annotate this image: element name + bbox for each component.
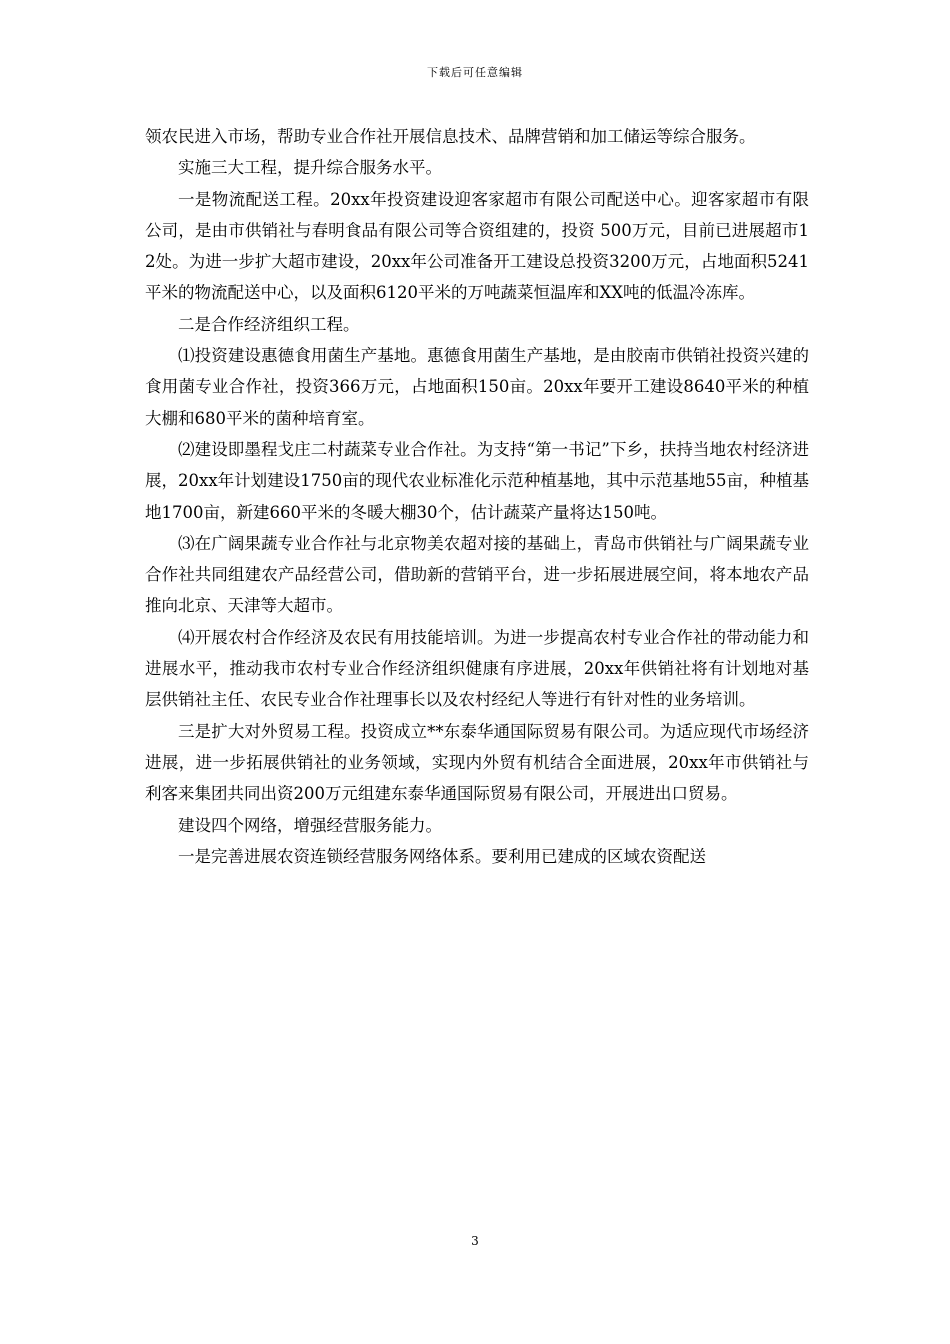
paragraph-4: 二是合作经济组织工程。 <box>178 314 360 334</box>
paragraph-10: 建设四个网络，增强经营服务能力。 <box>178 815 442 835</box>
paragraph-6: ⑵建设即墨程戈庄二村蔬菜专业合作社。为支持“第一书记”下乡，扶持当地农村经济进展，20xx年计划建设1750亩的现代农业标准化示范种植基地，其中示范基地55亩，种植基地1700亩，新建660平米的冬暖大棚30个，估计蔬菜产量将达150吨。 <box>145 439 809 522</box>
paragraph-7: ⑶在广阔果蔬专业合作社与北京物美农超对接的基础上，青岛市供销社与广阔果蔬专业合作社共同组建农产品经营公司，借助新的营销平台，进一步拓展进展空间，将本地农产品推向北京、天津等大超市。 <box>145 533 809 616</box>
paragraph-9: 三是扩大对外贸易工程。投资成立**东泰华通国际贸易有限公司。为适应现代市场经济进展，进一步拓展供销社的业务领域，实现内外贸有机结合全面进展，20xx年市供销社与利客来集团共同出资200万元组建东泰华通国际贸易有限公司，开展进出口贸易。 <box>145 721 809 804</box>
paragraph-3: 一是物流配送工程。20xx年投资建设迎客家超市有限公司配送中心。迎客家超市有限公司，是由市供销社与春明食品有限公司等合资组建的，投资 500万元，目前已进展超市12处。为进一步扩大超市建设，20xx年公司准备开工建设总投资3200万元，占地面积5241平米的物流配送中心，以及面积6120平米的万吨蔬菜恒温库和XX吨的低温冷冻库。 <box>145 189 809 303</box>
page-header: 下载后可任意编辑 <box>427 66 523 79</box>
paragraph-8: ⑷开展农村合作经济及农民有用技能培训。为进一步提高农村专业合作社的带动能力和进展水平，推动我市农村专业合作经济组织健康有序进展，20xx年供销社将有计划地对基层供销社主任、农民专业合作社理事长以及农村经纪人等进行有针对性的业务培训。 <box>145 627 809 710</box>
paragraph-2: 实施三大工程，提升综合服务水平。 <box>178 158 442 178</box>
paragraph-5: ⑴投资建设惠德食用菌生产基地。惠德食用菌生产基地，是由胶南市供销社投资兴建的食用菌专业合作社，投资366万元，占地面积150亩。20xx年要开工建设8640平米的种植大棚和680平米的菌种培育室。 <box>145 346 809 428</box>
document-body <box>145 121 809 872</box>
page-number: 3 <box>471 1234 479 1248</box>
paragraph-11: 一是完善进展农资连锁经营服务网络体系。要利用已建成的区域农资配送 <box>178 846 706 866</box>
paragraph-1: 领农民进入市场，帮助专业合作社开展信息技术、品牌营销和加工储运等综合服务。 <box>145 127 756 146</box>
